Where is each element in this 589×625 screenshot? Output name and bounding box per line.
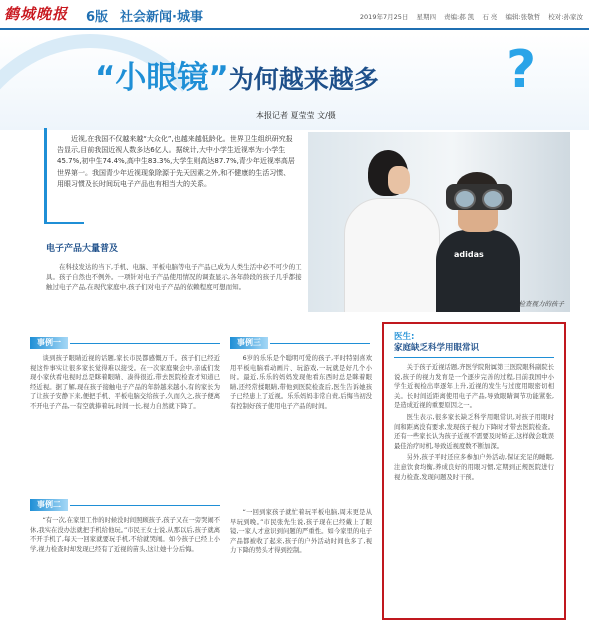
trial-frame-glasses-icon	[446, 184, 512, 210]
lead-text: 近视,在我国不仅越来越“大众化”,也越来越低龄化。世界卫生组织研究报告显示,目前我国近视人数多达6亿人。据统计,大中小学生近视率为:小学生45.7%,初中生74.4%,高中生83.3%,大学生则高达87.7%,青少年近视率高居世界第一。我国青少年近视现象除源于先天因素之外,和不健康的生活习惯、用眼习惯及长时间玩电子产品也有相当大的关系。	[57, 135, 295, 188]
case-3-rule	[270, 343, 370, 344]
photo-caption: 检查视力的孩子	[518, 300, 564, 308]
sidebar-paragraph: 医生表示,很多家长缺乏科学用眼常识,对孩子用眼时间和距离没有要求,发现孩子视力下降时才带去医院检查。还有一些家长认为孩子近视不需要及时矫正,这样做会耽误最佳治疗时机,导致近视度数不断加深。	[394, 413, 554, 450]
meta-editor: 责编:郝 凯	[444, 13, 475, 21]
question-mark-icon: ?	[506, 40, 537, 100]
meta-layout-editor: 编辑:张敬哲	[505, 13, 541, 21]
case-3-continued-text: “一回到家孩子就忙着玩平板电脑,周末更是从早玩到晚。”市民张先生说,孩子现在已经戴上了眼镜,一家人才意识到问题的严重性。如今家里的电子产品都被收了起来,孩子的户外活动时间也多了,视力下降的势头才得到控制。	[230, 509, 372, 555]
edition-meta	[354, 12, 583, 21]
nurse-figure	[344, 198, 440, 312]
sidebar-tag: 医生:	[394, 332, 415, 342]
byline: 本报记者 夏莹莹 文/摄	[256, 111, 336, 120]
masthead	[0, 0, 589, 30]
case-3-label: 事例三	[230, 337, 268, 349]
news-photo	[308, 132, 570, 312]
meta-weekday: 星期四	[416, 13, 436, 21]
nurse-face	[388, 166, 410, 194]
case-2-label: 事例二	[30, 499, 68, 511]
case-3-text: 6岁的乐乐是个聪明可爱的孩子,平时特别喜欢用平板电脑看动画片、玩游戏,一玩就是好几个小时。最近,乐乐的妈妈发现他看东西时总是眯着眼睛,还经常揉眼睛,带他到医院检查后,医生告诉她孩子已经患上了近视。乐乐妈妈非常自责,后悔当初没有控制好孩子使用电子产品的时间。	[230, 355, 372, 410]
case-2-text: “有一次,在家里工作的时候没时间照顾孩子,孩子又在一旁哭闹不休,我实在没办法就把手机给他玩。”市民王女士说,从那以后,孩子就离不开手机了,每天一回家就要玩手机,不给就哭闹。如今孩子已经上小学,视力检查时却发现已经有了近视的苗头,这让她十分后悔。	[30, 517, 220, 553]
meta-proofreader: 校对:孙家汝	[548, 13, 583, 21]
headline	[95, 52, 379, 97]
shirt-logo: adidas	[454, 250, 484, 259]
subsection-title: 电子产品大量普及	[46, 244, 119, 254]
case-1-rule	[70, 343, 220, 344]
case-2-rule	[70, 505, 220, 506]
page-number: 6版	[86, 10, 109, 25]
newspaper-logo: 鹤城晚报	[4, 5, 69, 23]
meta-editor-2: 石 亮	[482, 13, 498, 21]
child-figure	[436, 230, 520, 312]
sidebar-paragraph: 另外,孩子平时还应多参加户外活动,保证充足的睡眠,注意饮食均衡,养成良好的用眼习惯,定期到正规医院进行视力检查,发现问题及时干预。	[394, 454, 554, 481]
sidebar-title: 家庭缺乏科学用眼常识	[394, 342, 554, 358]
headline-rest: 为何越来越多	[228, 65, 379, 94]
section-name: 社会新闻·城事	[120, 10, 203, 25]
case-1-label: 事例一	[30, 337, 68, 349]
lead-underline	[44, 222, 84, 224]
lead-box	[44, 128, 302, 222]
subsection-text: 在科技发达的当下,手机、电脑、平板电脑等电子产品已成为人类生活中必不可少的工具。孩子自然也不例外。一项针对电子产品使用情况的调查显示,各年龄段的孩子几乎都接触过电子产品,在现代家庭中,孩子们对电子产品的依赖程度可想而知。	[46, 263, 302, 292]
headline-quoted: “小眼镜”	[95, 60, 229, 96]
meta-date: 2019年7月25日	[359, 13, 409, 21]
doctor-sidebar	[382, 322, 566, 620]
case-1-text: 谈到孩子眼睛近视的话题,家长市民都感慨万千。孩子们已经近视这件事实让很多家长觉得难以接受。在一次家庭聚会中,亲戚们发现小家伙看电视时总是眯着眼睛、凑得很近,带去医院检查才知道已经近视。据了解,现在孩子接触电子产品的年龄越来越小,有的家长为了让孩子安静下来,便把手机、平板电脑交给孩子,久而久之,孩子便离不开电子产品,一有空就捧着玩,时间一长,视力自然就下降了。	[30, 355, 220, 410]
sidebar-paragraph: 关于孩子近视话题,齐医学院附属第三医院眼科副院长说,孩子的视力发育是一个逐步完善的过程,目前我国中小学生近视检出率逐年上升,近视的发生与过度用眼密切相关。长时间近距离使用电子产品,导致眼睛调节功能紧张,是造成近视的重要原因之一。	[394, 364, 554, 410]
